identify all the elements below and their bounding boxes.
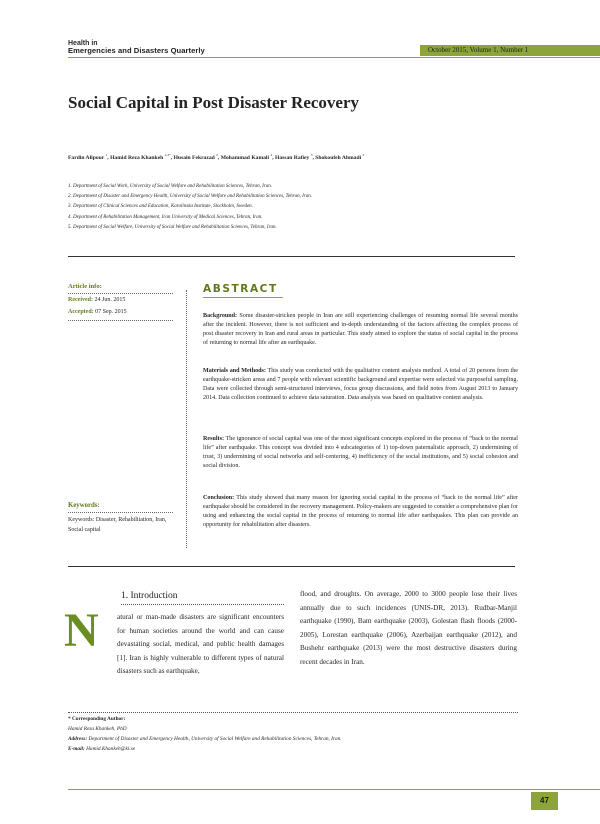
author-name: Shokoufeh Ahmadi bbox=[315, 154, 362, 161]
abstract-methods bbox=[203, 367, 518, 403]
received-label: Received: bbox=[68, 297, 93, 303]
conclusion-label: Conclusion: bbox=[203, 495, 235, 501]
abstract-heading-underline bbox=[203, 297, 283, 298]
affiliation-item: 2. Department of Disaster and Emergency Health, University of Social Welfare and Rehabilitation Sciences, Tehran, Iran. bbox=[68, 194, 312, 200]
conclusion-text: This study showed that many reason for ignoring social capital in the process of “back to the normal life” after earthquake should be considered in the recovery management. Policy-makers are suggested to consider a comprehensive plan for using and enhancing the social capital in the process of returning to normal life after earthquakes. This plan can provide an opportunity for rehabilitation after disasters. bbox=[203, 495, 518, 529]
section-divider bbox=[68, 566, 515, 567]
email-address[interactable]: Hamid.Khankeh@ki.se bbox=[86, 746, 136, 752]
keywords-text: Keywords: Disaster, Rehabilitation, Iran, Social capital bbox=[68, 517, 167, 533]
info-divider bbox=[68, 320, 173, 321]
author-list: Fardin Alipour $^1$, Hamid Reza Khankeh $^{2,3*}$, Husain Fekrazad $^2$, Mohammad Kamali $^4$, Hassan Rafiey $^5$, Shokoufeh Ahmadi $^2$ bbox=[68, 153, 365, 161]
author-name: Mohammad Kamali bbox=[220, 154, 270, 161]
author-affiliation-mark: 2,3* bbox=[164, 153, 171, 157]
background-text: Some disaster-stricken people in Iran are still experiencing challenges of resuming normal life several months after the incident. However, there is not sufficient and in-depth understanding of the factors affecting the complex process of post disaster recovery in Iran and rural areas in particular. This study aimed to explore the status of social capital in the process of returning to normal life after an earthquake. bbox=[203, 313, 518, 347]
introduction-column-2: flood, and droughts. On average, 2000 to 3000 people lose their lives annually due to such incidences (UNIS-DR, 2013). Rudbar-Manjil earthquake (1990), Bam earthquake (2003), Golestan flash floods (2000-2005), Lorestan earthquake (2006), Azerbaijan earthquake (2012), and Bushehr earthquake (2013) were the most destructive disasters during recent decades in Iran. bbox=[300, 590, 517, 666]
methods-label: Materials and Methods: bbox=[203, 368, 266, 374]
accepted-value: 07 Sep. 2015 bbox=[95, 309, 127, 315]
corresponding-address bbox=[68, 736, 342, 742]
article-info-heading: Article info: bbox=[68, 283, 102, 290]
info-divider bbox=[68, 293, 173, 294]
issue-info: October 2015, Volume 1, Number 1 bbox=[428, 46, 529, 54]
page-number: 47 bbox=[531, 792, 558, 810]
journal-logo bbox=[68, 40, 205, 55]
journal-name-line1: Health in bbox=[68, 40, 98, 47]
corresponding-label-text: * Corresponding Author: bbox=[68, 716, 126, 722]
address-text: Department of Disaster and Emergency Health, University of Social Welfare and Rehabilitation Sciences, Tehran, Iran. bbox=[88, 736, 342, 742]
author-affiliation-mark: 4 bbox=[270, 153, 273, 157]
introduction-heading: 1. Introduction bbox=[121, 591, 178, 601]
email-label: E-mail: bbox=[68, 746, 85, 752]
author-affiliation-mark: 5 bbox=[310, 153, 313, 157]
affiliation-item: 3. Department of Clinical Sciences and Education, Karolinska Institute, Stockholm, Sweden. bbox=[68, 204, 253, 210]
journal-name-line2: Emergencies and Disasters Quarterly bbox=[68, 46, 205, 56]
received-value: 24 Jun. 2015 bbox=[94, 297, 126, 303]
keywords-heading: Keywords: bbox=[68, 502, 100, 509]
affiliation-item: 5. Department of Social Welfare, University of Social Welfare and Rehabilitation Sciences, Tehran, Iran. bbox=[68, 224, 277, 230]
author-affiliation-mark: 1 bbox=[105, 153, 108, 157]
address-label: Address: bbox=[68, 736, 88, 742]
methods-text: This study was conducted with the qualitative content analysis method. A total of 20 persons from the earthquake-stricken areas and 7 people with relevant scientific background and expertise were selected via purposeful sampling. Data were collected through semi-structured interviews, focus group discussions, and field notes from August 2013 to January 2014. Data collection continued to achieve data saturation. Data analysis was based on qualitative content analysis. bbox=[203, 368, 519, 402]
corresponding-email bbox=[68, 746, 135, 752]
keywords-divider bbox=[68, 512, 173, 513]
affiliation-list bbox=[68, 182, 528, 233]
author-name: Hamid Reza Khankeh bbox=[110, 154, 164, 161]
footer-divider bbox=[68, 789, 600, 790]
corresponding-author-name: Hamid Reza Khankeh, PhD bbox=[68, 726, 127, 732]
abstract-background bbox=[203, 312, 518, 348]
received-date bbox=[68, 297, 125, 303]
abstract-conclusion bbox=[203, 494, 518, 530]
header-divider bbox=[68, 57, 600, 58]
abstract-results bbox=[203, 435, 518, 471]
background-label: Background: bbox=[203, 313, 238, 319]
author-name: Fardin Alipour bbox=[68, 154, 105, 161]
results-text: The ignorance of social capital was one of the most significant concepts explored in the process of “back to the normal life” after earthquake. This concept was divided into 4 subcategories of 1) top-down paternalistic approach, 2) undermining of trust, 3) undermining of social networks and self-centering, 4) inefficiency of the social institutions, and 5) social cohesion and social division. bbox=[203, 436, 518, 470]
results-label: Results: bbox=[203, 436, 224, 442]
introduction-heading-rule bbox=[121, 604, 284, 605]
section-divider bbox=[68, 256, 515, 257]
author-affiliation-mark: 2 bbox=[216, 153, 218, 157]
author-name: Husain Fekrazad bbox=[173, 154, 215, 161]
footnote-divider bbox=[68, 712, 518, 713]
author-name: Hassan Rafiey bbox=[274, 154, 310, 161]
author-affiliation-mark: 2 bbox=[362, 153, 365, 157]
abstract-heading: ABSTRACT bbox=[203, 283, 278, 295]
accepted-label: Accepted: bbox=[68, 309, 94, 315]
accepted-date bbox=[68, 309, 127, 315]
article-title: Social Capital in Post Disaster Recovery bbox=[68, 93, 360, 112]
affiliation-item: 4. Department of Rehabilitation Management, Iran University of Medical Sciences, Tehran, Iran. bbox=[68, 214, 263, 220]
drop-cap: N bbox=[64, 604, 99, 657]
introduction-column-1: atural or man-made disasters are significant encounters for human societies around the world and can cause devastating social, medical, and public health damages [1]. Iran is highly vulnerable to different types of natural disasters such as earthquake, bbox=[117, 613, 284, 676]
corresponding-author-label bbox=[68, 716, 125, 722]
column-separator bbox=[186, 290, 187, 548]
affiliation-item: 1. Department of Social Work, University of Social Welfare and Rehabilitation Sciences, Tehran, Iran. bbox=[68, 184, 272, 189]
